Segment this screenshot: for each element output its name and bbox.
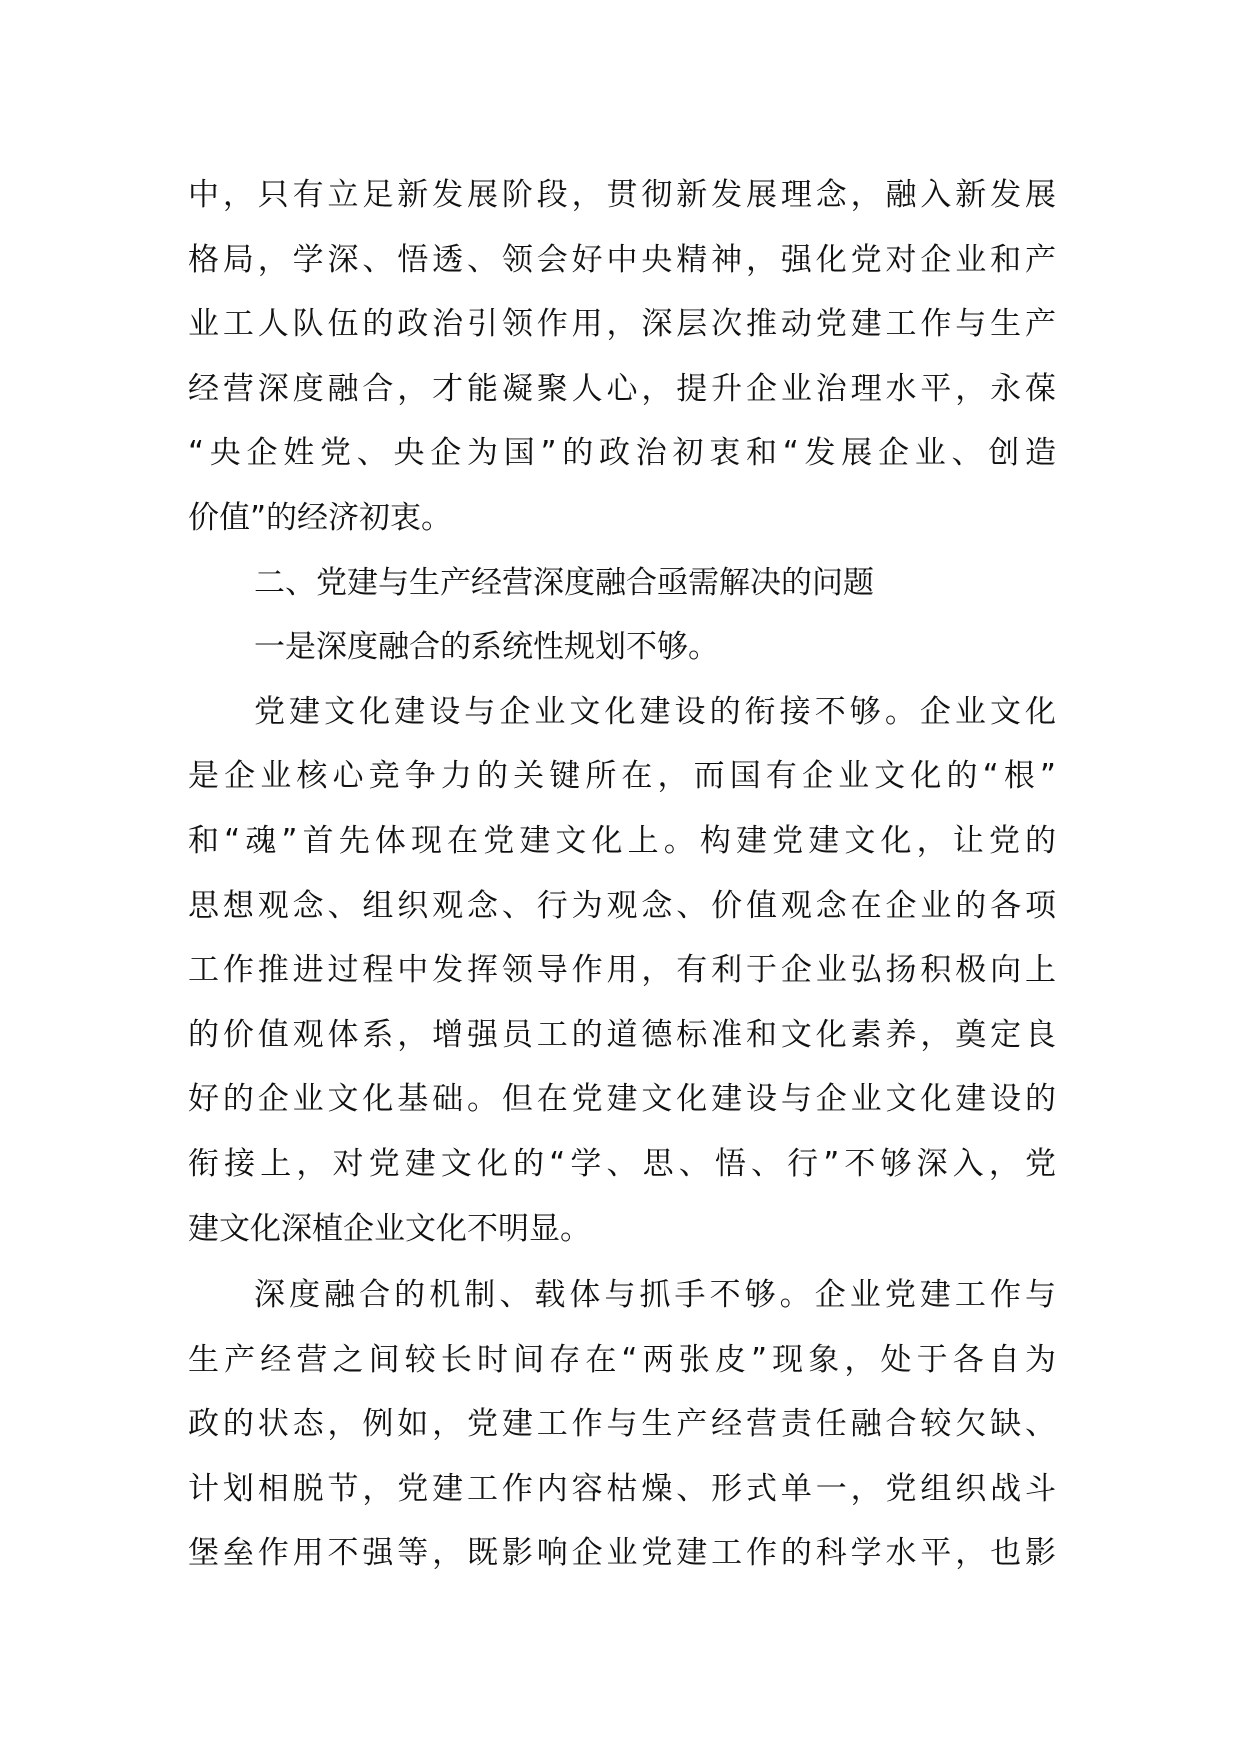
text-line: 衔接上，对党建文化的“学、思、悟、行”不够深入，党	[188, 1145, 1056, 1182]
text-line: 深度融合的机制、载体与抓手不够。企业党建工作与	[254, 1277, 1056, 1314]
text-line: 是企业核心竞争力的关键所在，而国有企业文化的“根”	[188, 758, 1056, 795]
text-line: 格局，学深、悟透、领会好中央精神，强化党对企业和产	[188, 241, 1056, 278]
text-line: 的价值观体系，增强员工的道德标准和文化素养，奠定良	[188, 1016, 1056, 1053]
heading-text: 二、党建与生产经营深度融合亟需解决的问题	[254, 564, 874, 601]
text-line: 建文化深植企业文化不明显。	[188, 1210, 591, 1247]
text-line: 和“魂”首先体现在党建文化上。构建党建文化，让党的	[188, 822, 1056, 859]
text-line: 工作推进过程中发挥领导作用，有利于企业弘扬积极向上	[188, 952, 1056, 989]
document-page	[188, 163, 1056, 1586]
paragraph-2	[188, 680, 1056, 1261]
text-line: 堡垒作用不强等，既影响企业党建工作的科学水平，也影	[188, 1535, 1056, 1572]
paragraph-3	[188, 1263, 1056, 1586]
text-line: 好的企业文化基础。但在党建文化建设与企业文化建设的	[188, 1081, 1056, 1118]
text-line: 思想观念、组织观念、行为观念、价值观念在企业的各项	[188, 887, 1056, 924]
section-heading	[188, 551, 1056, 616]
text-line: 生产经营之间较长时间存在“两张皮”现象，处于各自为	[188, 1341, 1056, 1378]
text-line: 计划相脱节，党建工作内容枯燥、形式单一，党组织战斗	[188, 1470, 1056, 1507]
subheading-text: 一是深度融合的系统性规划不够。	[254, 629, 719, 666]
text-line: 经营深度融合，才能凝聚人心，提升企业治理水平，永葆	[188, 370, 1056, 407]
paragraph-1	[188, 163, 1056, 551]
text-line: 政的状态，例如，党建工作与生产经营责任融合较欠缺、	[188, 1406, 1056, 1443]
text-line: “央企姓党、央企为国”的政治初衷和“发展企业、创造	[188, 435, 1056, 472]
text-line: 党建文化建设与企业文化建设的衔接不够。企业文化	[254, 693, 1056, 730]
text-line: 价值”的经济初衷。	[188, 499, 453, 536]
subsection-heading	[188, 615, 1056, 680]
text-line: 业工人队伍的政治引领作用，深层次推动党建工作与生产	[188, 306, 1056, 343]
text-line: 中，只有立足新发展阶段，贯彻新发展理念，融入新发展	[188, 177, 1056, 213]
